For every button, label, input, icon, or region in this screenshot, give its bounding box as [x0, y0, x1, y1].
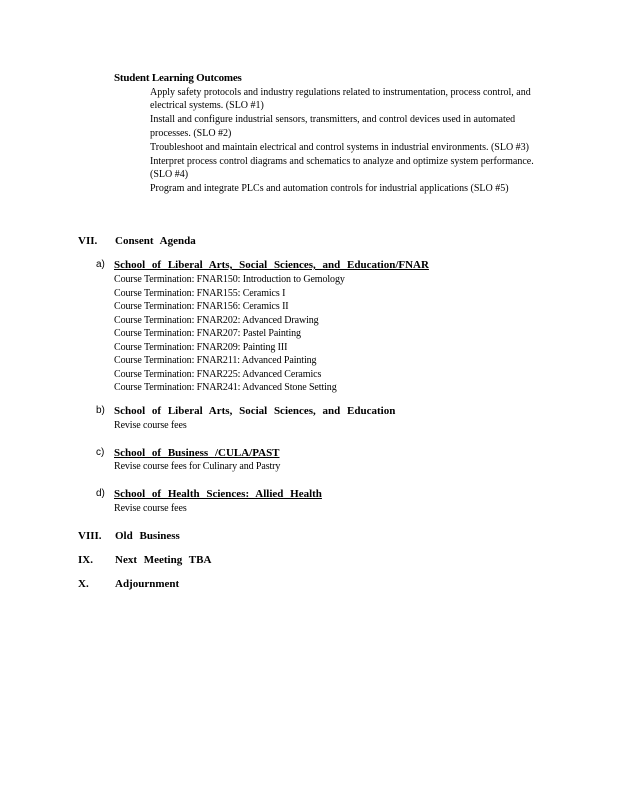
slo-text: Program and integrate PLCs and automation controls for industrial applications (SLO #5) — [150, 182, 509, 194]
section-number: X. — [78, 578, 89, 590]
section-number: VII. — [78, 235, 98, 247]
item-title: School of Liberal Arts, Social Sciences, and Education/FNAR — [114, 259, 429, 271]
list-item — [132, 113, 537, 140]
section-number: IX. — [78, 554, 93, 566]
item-letter: b) — [96, 405, 105, 416]
list-item — [132, 86, 537, 113]
list-item — [132, 141, 537, 154]
item-title: School of Health Sciences: Allied Health — [114, 488, 322, 500]
list-item: Revise course fees for Culinary and Pastry — [114, 461, 281, 472]
slo-text: Troubleshoot and maintain electrical and control systems in industrial environments. (SLO #3) — [150, 141, 530, 153]
item-letter: c) — [96, 447, 105, 458]
list-item: Course Termination: FNAR209: Painting III — [114, 341, 288, 353]
list-item: Course Termination: FNAR241: Advanced Stone Setting — [114, 382, 337, 393]
item-letter: d) — [96, 488, 105, 499]
slo-text: Apply safety protocols and industry regulations related to instrumentation, process control, and electrical systems. (SLO #1) — [150, 87, 531, 112]
section-number: VIII. — [78, 530, 102, 542]
section-title: Old Business — [115, 530, 180, 542]
agenda-item-d-lines — [114, 502, 187, 516]
list-item — [132, 155, 537, 182]
agenda-item-a-lines — [114, 273, 345, 395]
item-title: School of Liberal Arts, Social Sciences, and Education — [114, 405, 396, 417]
item-letter: a) — [96, 259, 105, 270]
list-item: Course Termination: FNAR150: Introduction to Gemology — [114, 274, 345, 285]
list-item: Course Termination: FNAR207: Pastel Painting — [114, 328, 301, 339]
agenda-item-b-lines — [114, 419, 187, 433]
section-title: Next Meeting TBA — [115, 554, 212, 566]
list-item: Revise course fees — [114, 503, 187, 514]
slo-list — [132, 86, 537, 196]
list-item — [132, 182, 537, 195]
slo-text: Interpret process control diagrams and schematics to analyze and optimize system performance. (SLO #4) — [150, 155, 534, 180]
section-title: Adjournment — [115, 578, 180, 590]
item-title: School of Business /CULA/PAST — [114, 447, 280, 459]
section-title: Consent Agenda — [115, 235, 196, 247]
list-item: Course Termination: FNAR202: Advanced Drawing — [114, 314, 319, 326]
list-item: Course Termination: FNAR156: Ceramics II — [114, 301, 289, 312]
slo-text: Install and configure industrial sensors, transmitters, and control devices used in automated processes. (SLO #2) — [150, 114, 516, 139]
list-item: Course Termination: FNAR211: Advanced Painting — [114, 355, 317, 366]
list-item: Revise course fees — [114, 420, 187, 431]
list-item: Course Termination: FNAR155: Ceramics I — [114, 287, 286, 299]
slo-heading: Student Learning Outcomes — [114, 72, 242, 84]
agenda-item-c-lines — [114, 460, 280, 474]
list-item: Course Termination: FNAR225: Advanced Ceramics — [114, 368, 322, 380]
